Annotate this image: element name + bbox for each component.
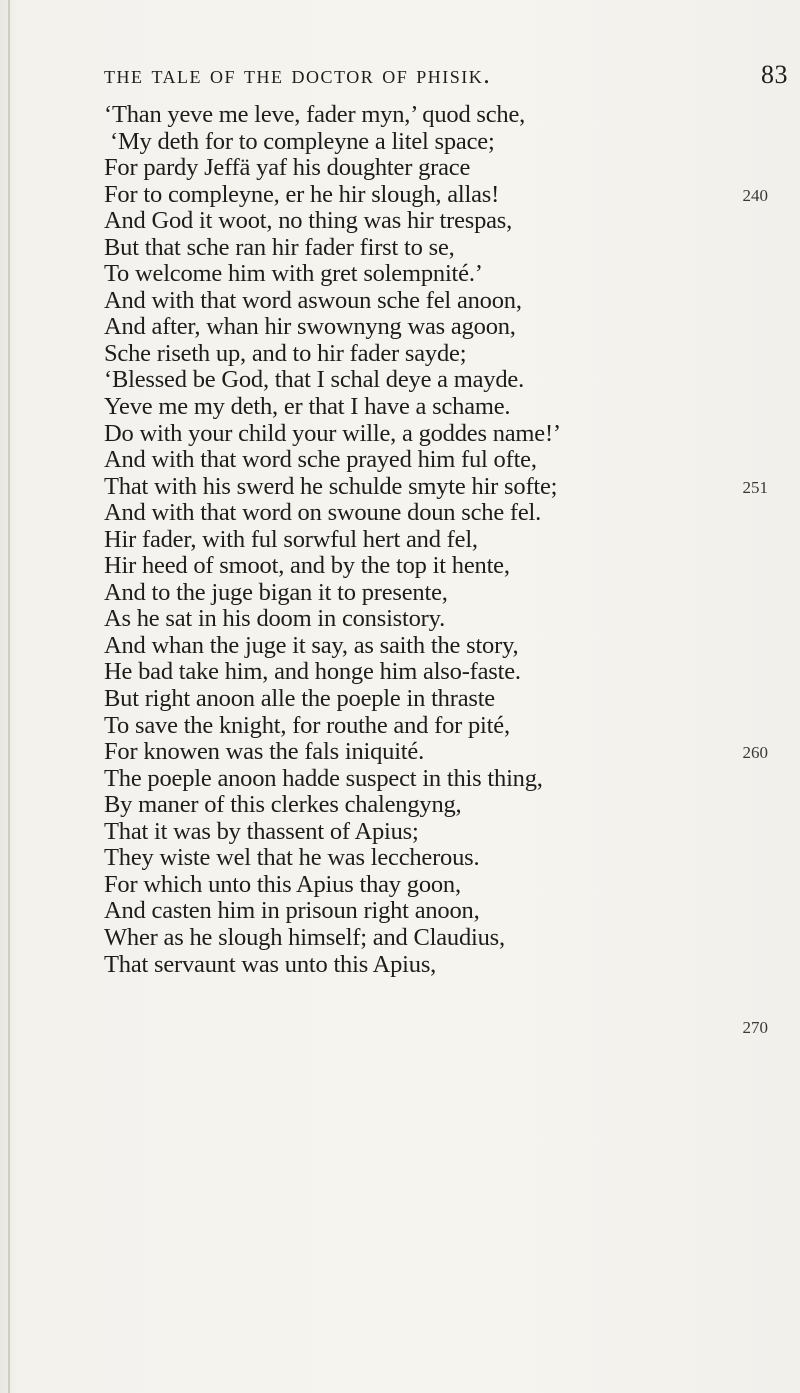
line-number-251: 251	[742, 477, 768, 497]
verse-line: Hir heed of smoot, and by the top it hente,	[104, 552, 510, 580]
verse-line: Hir fader, with ful sorwful hert and fel,	[104, 525, 478, 553]
verse-line: And whan the juge it say, as saith the story,	[104, 631, 519, 659]
line-number-260: 260	[742, 743, 768, 763]
verse-line: And with that word sche prayed him ful ofte,	[104, 446, 537, 474]
verse-line: For knowen was the fals iniquité.	[104, 738, 425, 766]
verse-line: To welcome him with gret solempnité.’	[104, 260, 483, 288]
verse-line: And after, whan hir swownyng was agoon,	[104, 313, 516, 341]
page-number: 83	[761, 60, 788, 89]
verse-line: That servaunt was unto this Apius,	[104, 950, 437, 978]
verse-line: And with that word on swoune doun sche fel.	[104, 499, 542, 527]
verse-line: ‘My deth for to compleyne a litel space;	[110, 127, 495, 155]
running-header	[104, 60, 788, 90]
verse-line: For pardy Jeffä yaf his doughter grace	[104, 154, 471, 182]
verse-line: And God it woot, no thing was hir trespas,	[104, 207, 513, 235]
verse-line: ‘Blessed be God, that I schal deye a mayde.	[104, 366, 525, 394]
line-number-240: 240	[742, 185, 768, 205]
verse-line: ‘Than yeve me leve, fader myn,’ quod sche,	[104, 101, 526, 128]
verse-line: And to the juge bigan it to presente,	[104, 578, 448, 606]
verse-line: But that sche ran hir fader first to se,	[104, 233, 455, 261]
verse-line: He bad take him, and honge him also-faste.	[104, 658, 521, 686]
verse-line: And casten him in prisoun right anoon,	[104, 897, 480, 925]
verse-line: Do with your child your wille, a goddes name!’	[104, 419, 561, 447]
verse-line: To save the knight, for routhe and for pité,	[104, 711, 510, 739]
verse-line: They wiste wel that he was leccherous.	[104, 844, 480, 872]
running-title: the tale of the doctor of phisik.	[104, 60, 492, 89]
verse-line: Wher as he slough himself; and Claudius,	[104, 923, 505, 951]
verse-line: For which unto this Apius thay goon,	[104, 870, 461, 898]
verse-line: That with his swerd he schulde smyte hir softe;	[104, 472, 558, 500]
verse-block	[104, 102, 704, 978]
line-number-270: 270	[742, 1018, 768, 1038]
page-edge-shadow	[8, 0, 10, 1393]
verse-line: And with that word aswoun sche fel anoon,	[104, 286, 522, 314]
verse-line: That it was by thassent of Apius;	[104, 817, 419, 845]
verse-line: For to compleyne, er he hir slough, allas!	[104, 180, 500, 208]
verse-line: Yeve me my deth, er that I have a schame.	[104, 393, 511, 421]
verse-line: As he sat in his doom in consistory.	[104, 605, 446, 633]
verse-line: By maner of this clerkes chalengyng,	[104, 791, 462, 819]
verse-line: The poeple anoon hadde suspect in this thing,	[104, 764, 543, 792]
verse-line: But right anoon alle the poeple in thraste	[104, 685, 495, 713]
verse-line: Sche riseth up, and to hir fader sayde;	[104, 339, 467, 367]
